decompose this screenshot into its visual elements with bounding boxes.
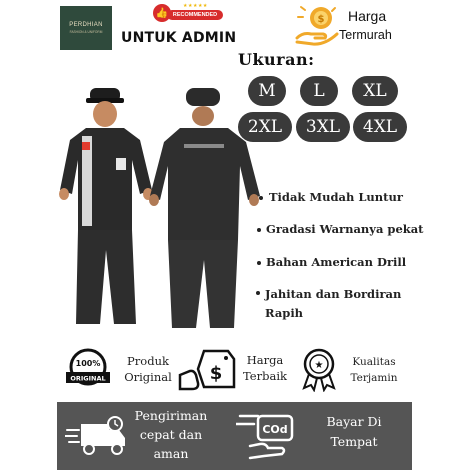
original-seal-icon xyxy=(64,345,112,393)
size-option-2xl[interactable]: 2XL xyxy=(238,112,292,142)
brand-logo-name: PERDHIAN xyxy=(69,22,103,28)
sizes-title: Ukuran: xyxy=(238,50,315,69)
size-option-xl[interactable]: XL xyxy=(352,76,398,106)
hand-coin-icon xyxy=(295,4,339,46)
bullet-dot xyxy=(256,291,260,295)
shipping-label: Pengiriman cepat dan aman xyxy=(134,408,208,461)
size-option-3xl[interactable]: 3XL xyxy=(296,112,350,142)
headline: UNTUK ADMIN xyxy=(121,30,237,46)
model-back-figure xyxy=(149,88,260,328)
feature-item: Tidak Mudah Luntur xyxy=(269,190,403,204)
cod-text: COd xyxy=(262,423,288,436)
recommended-badge xyxy=(153,2,223,24)
cod-label: Bayar Di Tempat xyxy=(326,414,382,449)
recommended-label: RECOMMENDED xyxy=(167,10,223,20)
feature-item: Bahan American Drill xyxy=(266,255,407,269)
quality-medal-icon xyxy=(296,346,342,392)
rating-stars: ★★★★★ xyxy=(183,3,208,9)
bullet-dot xyxy=(257,228,261,232)
cash-on-delivery-icon xyxy=(236,406,300,466)
bullet-dot xyxy=(257,261,261,265)
price-label-line1: Harga xyxy=(348,8,387,24)
bullet-dot xyxy=(259,196,263,200)
seal-original-text: ORIGINAL xyxy=(70,374,106,383)
produk-original-label: Produk Original xyxy=(124,354,172,384)
hand-price-tag-icon xyxy=(178,345,236,393)
svg-text:$: $ xyxy=(317,14,325,25)
brand-logo xyxy=(60,6,112,50)
product-photo xyxy=(56,80,268,330)
kualitas-terjamin-label: Kualitas Terjamin xyxy=(350,356,398,384)
svg-text:$: $ xyxy=(209,363,223,384)
seal-percent-text: 100% xyxy=(75,359,101,368)
thumbs-up-icon: 👍 xyxy=(153,4,171,22)
harga-terbaik-label: Harga Terbaik xyxy=(243,353,287,383)
feature-item: Jahitan dan Bordiran Rapih xyxy=(265,287,402,320)
svg-text:★: ★ xyxy=(314,360,324,371)
delivery-truck-icon xyxy=(65,416,129,458)
model-front-figure xyxy=(59,88,153,324)
size-option-4xl[interactable]: 4XL xyxy=(353,112,407,142)
brand-logo-tagline: FASHION & UNIFORM xyxy=(69,30,103,34)
feature-item: Gradasi Warnanya pekat xyxy=(266,222,424,236)
size-option-l[interactable]: L xyxy=(300,76,338,106)
size-option-m[interactable]: M xyxy=(248,76,286,106)
price-label-line2: Termurah xyxy=(339,28,392,42)
